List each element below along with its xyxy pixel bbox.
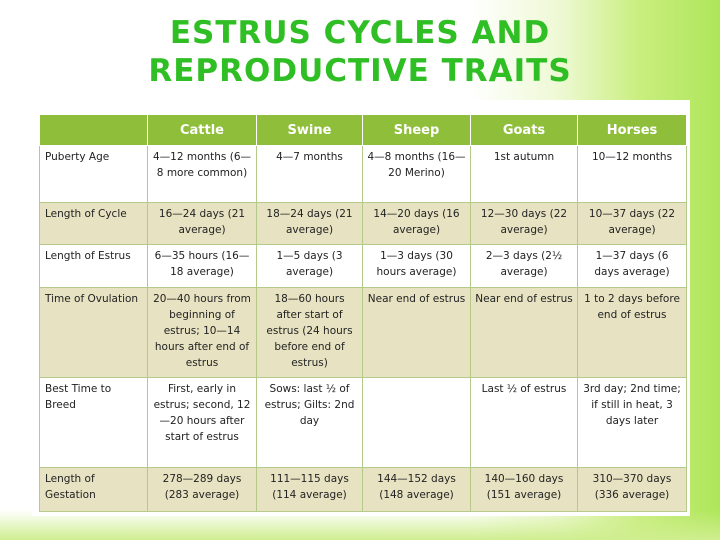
table-cell: 1—37 days (6 days average)	[578, 245, 687, 288]
table-row	[40, 245, 687, 288]
table-row	[40, 146, 687, 203]
header-goats: Goats	[471, 115, 578, 146]
table-row	[40, 378, 687, 468]
table-cell: 14—20 days (16 average)	[363, 203, 471, 245]
header-horses: Horses	[578, 115, 687, 146]
table-cell: 144—152 days (148 average)	[363, 468, 471, 512]
table-cell: Last ½ of estrus	[471, 378, 578, 468]
table-cell: 1—5 days (3 average)	[257, 245, 363, 288]
table-cell: 4—12 months (6—8 more common)	[148, 146, 257, 203]
table-cell: 2—3 days (2½ average)	[471, 245, 578, 288]
table-cell	[363, 378, 471, 468]
row-label: Puberty Age	[40, 146, 148, 203]
table-cell: Sows: last ½ of estrus; Gilts: 2nd day	[257, 378, 363, 468]
table-row	[40, 203, 687, 245]
table-cell: 1 to 2 days before end of estrus	[578, 288, 687, 378]
row-label: Best Time to Breed	[40, 378, 148, 468]
page-title	[0, 14, 720, 90]
table-cell: Near end of estrus	[363, 288, 471, 378]
table-cell: 1st autumn	[471, 146, 578, 203]
header-row	[40, 115, 687, 146]
table-cell: Near end of estrus	[471, 288, 578, 378]
table-cell: 18—60 hours after start of estrus (24 hours before end of estrus)	[257, 288, 363, 378]
table-cell: 18—24 days (21 average)	[257, 203, 363, 245]
row-label: Length of Estrus	[40, 245, 148, 288]
table-cell: 10—37 days (22 average)	[578, 203, 687, 245]
header-cattle: Cattle	[148, 115, 257, 146]
row-label: Length of Cycle	[40, 203, 148, 245]
header-corner	[40, 115, 148, 146]
table-cell: 16—24 days (21 average)	[148, 203, 257, 245]
table-cell: 4—7 months	[257, 146, 363, 203]
table-cell: 10—12 months	[578, 146, 687, 203]
row-label: Time of Ovulation	[40, 288, 148, 378]
table-cell: 1—3 days (30 hours average)	[363, 245, 471, 288]
row-label: Length of Gestation	[40, 468, 148, 512]
table-cell: First, early in estrus; second, 12—20 hours after start of estrus	[148, 378, 257, 468]
table-cell: 111—115 days (114 average)	[257, 468, 363, 512]
header-swine: Swine	[257, 115, 363, 146]
table-cell: 6—35 hours (16—18 average)	[148, 245, 257, 288]
table-cell: 20—40 hours from beginning of estrus; 10—14 hours after end of estrus	[148, 288, 257, 378]
table-cell: 140—160 days (151 average)	[471, 468, 578, 512]
header-sheep: Sheep	[363, 115, 471, 146]
title-line-1: ESTRUS CYCLES AND	[169, 15, 551, 51]
reproductive-traits-table	[39, 114, 687, 512]
table-cell: 4—8 months (16—20 Merino)	[363, 146, 471, 203]
table-row	[40, 468, 687, 512]
title-line-2: REPRODUCTIVE TRAITS	[148, 53, 572, 89]
table-row	[40, 288, 687, 378]
table-cell: 12—30 days (22 average)	[471, 203, 578, 245]
table-cell: 278—289 days (283 average)	[148, 468, 257, 512]
table-cell: 3rd day; 2nd time; if still in heat, 3 days later	[578, 378, 687, 468]
table-cell: 310—370 days (336 average)	[578, 468, 687, 512]
